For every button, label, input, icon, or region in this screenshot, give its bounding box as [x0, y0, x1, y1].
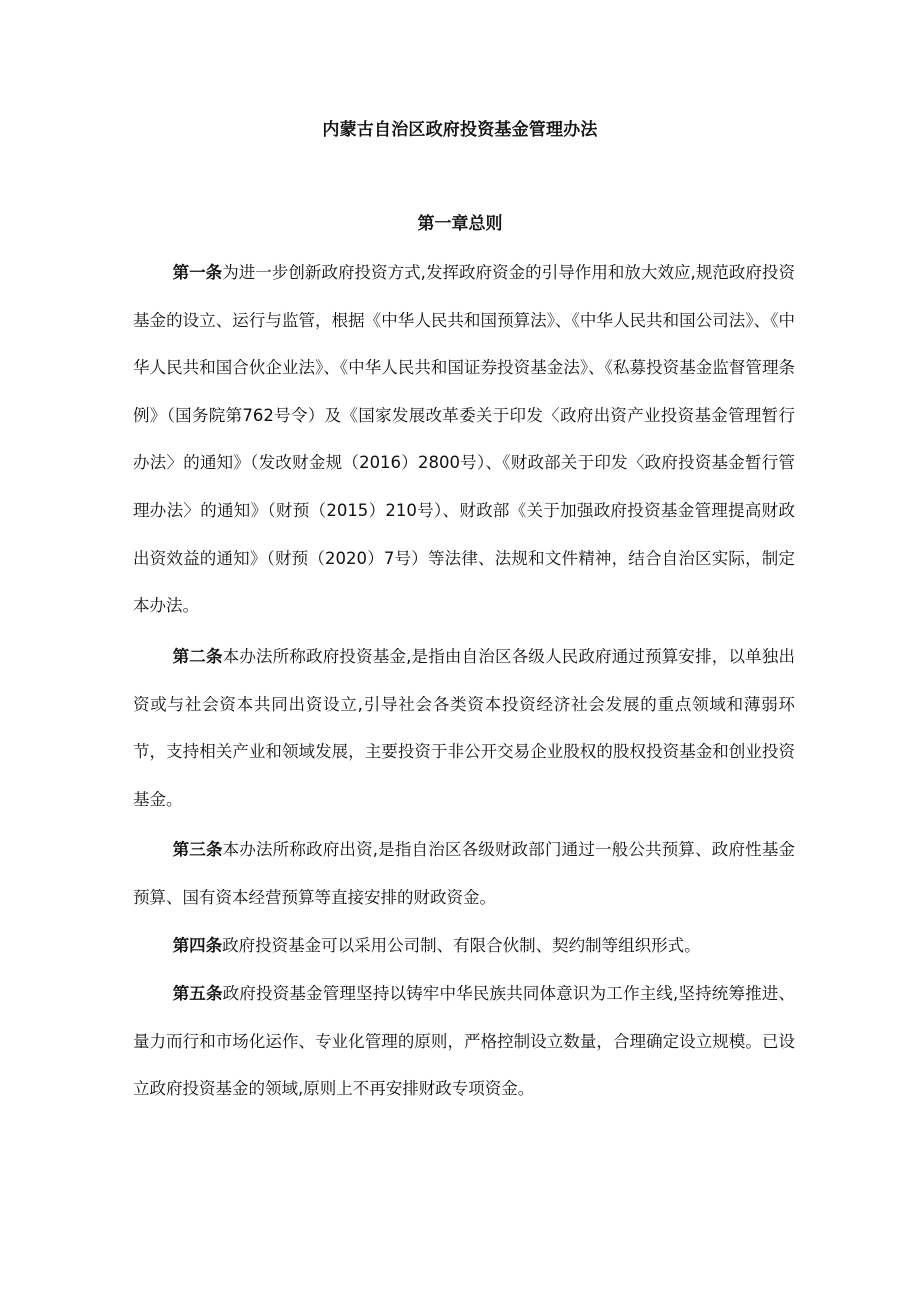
article-4-label: 第四条: [172, 936, 223, 955]
article-5: [133, 970, 795, 1113]
article-3-label: 第三条: [172, 840, 223, 859]
article-2-label: 第二条: [172, 647, 223, 666]
article-1: [133, 249, 795, 630]
article-1-label: 第一条: [172, 263, 223, 282]
document-title: 内蒙古自治区政府投资基金管理办法: [322, 120, 598, 140]
article-2: [133, 633, 795, 823]
article-4: [133, 922, 795, 970]
article-3-text: 本办法所称政府出资,是指自治区各级财政部门通过一般公共预算、政府性基金预算、国有资本经营预算等直接安排的财政资金。: [133, 840, 796, 907]
article-4-text: 政府投资基金可以采用公司制、有限合伙制、契约制等组织形式。: [222, 936, 701, 955]
article-5-label: 第五条: [172, 984, 223, 1003]
article-3: [133, 826, 795, 921]
article-5-text: 政府投资基金管理坚持以铸牢中华民族共同体意识为工作主线,坚持统筹推进、量力而行和市场化运作、专业化管理的原则，严格控制设立数量，合理确定设立规模。已设立政府投资基金的领域,原则上不再安排财政专项资金。: [133, 984, 796, 1099]
article-2-text: 本办法所称政府投资基金,是指由自治区各级人民政府通过预算安排，以单独出资或与社会资本共同出资设立,引导社会各类资本投资经济社会发展的重点领域和薄弱环节，支持相关产业和领域发展，主要投资于非公开交易企业股权的股权投资基金和创业投资基金。: [133, 647, 796, 809]
chapter-title: 第一章总则: [417, 214, 503, 234]
article-1-text: 为进一步创新政府投资方式,发挥政府资金的引导作用和放大效应,规范政府投资基金的设立、运行与监管，根据《中华人民共和国预算法》、《中华人民共和国公司法》、《中华人民共和国合伙企业法》、《中华人民共和国证券投资基金法》、《私募投资基金监督管理条例》（国务院第762号令）及《国家发展改革委关于印发〈政府出资产业投资基金管理暂行办法〉的通知》（发改财金规（2016）2800号）、《财政部关于印发〈政府投资基金暂行管理办法〉的通知》（财预（2015）210号）、财政部《关于加强政府投资基金管理提高财政出资效益的通知》（财预（2020）7号）等法律、法规和文件精神，结合自治区实际，制定本办法。: [133, 263, 796, 616]
